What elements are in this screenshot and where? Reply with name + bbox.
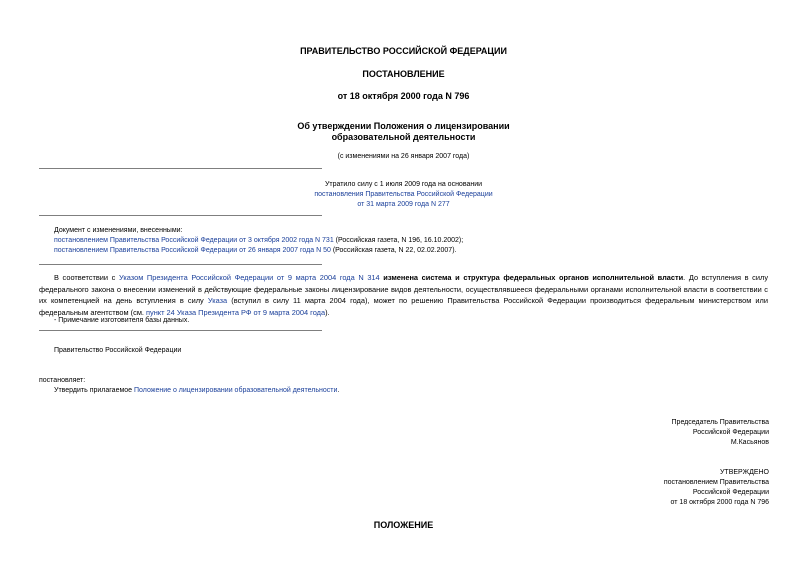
document-title-line2: образовательной деятельности xyxy=(331,132,476,142)
divider xyxy=(39,330,322,331)
divider xyxy=(39,215,322,216)
regulation-heading: ПОЛОЖЕНИЕ xyxy=(373,520,434,530)
government-subject: Правительство Российской Федерации xyxy=(54,347,182,354)
presidential-decree-link[interactable]: Указом Президента Российской Федерации от 9 марта 2004 года N 314 xyxy=(119,273,380,282)
document-type: ПОСТАНОВЛЕНИЕ xyxy=(362,69,445,79)
amendment-note: (с изменениями на 26 января 2007 года) xyxy=(337,153,470,160)
regulation-link[interactable]: Положение о лицензировании образовательной деятельности xyxy=(134,387,338,394)
decree-link[interactable]: Указа xyxy=(207,296,228,305)
changes-intro: Документ с изменениями, внесенными: xyxy=(54,227,183,234)
government-heading: ПРАВИТЕЛЬСТВО РОССИЙСКОЙ ФЕДЕРАЦИИ xyxy=(300,46,507,56)
expired-notice xyxy=(0,180,807,210)
change-decree-link-1[interactable]: постановлением Правительства Российской Федерации от 3 октября 2002 года N 731 xyxy=(54,237,334,244)
database-note-paragraph: В соответствии с Указом Президента Российской Федерации от 9 марта 2004 года N 314 изменена система и структура федеральных органов исполнительной власти. До вступления в силу федерального закона о внесении изменений в действующие федеральные законы лицензирование видов деятельности, осуществлявшееся федеральными органами исполнительной власти в соответствии с их компетенцией на день вступления в силу Указа (вступил в силу 11 марта 2004 года), может по решению Правительства Российской Федерации производиться федеральным министерством или федеральным агентством (см. пункт 24 Указа Президента РФ от 9 марта 2004 года). xyxy=(39,273,769,317)
change-item: постановлением Правительства Российской Федерации от 3 октября 2002 года N 731 (Российская газета, N 196, 16.10.2002); xyxy=(54,237,464,244)
document-title-line1: Об утверждении Положения о лицензировании xyxy=(297,121,510,131)
approve-clause: Утвердить прилагаемое Положение о лицензировании образовательной деятельности. xyxy=(54,387,340,394)
database-note-signoff: - Примечание изготовителя базы данных. xyxy=(54,317,190,324)
change-decree-link-2[interactable]: постановлением Правительства Российской Федерации от 26 января 2007 года N 50 xyxy=(54,247,331,254)
expiry-decree-link[interactable]: постановления Правительства Российской Федерации xyxy=(314,191,493,198)
approval-block: УТВЕРЖДЕНО постановлением Правительства Российской Федерации от 18 октября 2000 года N 796 xyxy=(663,469,769,506)
changes-block xyxy=(54,226,774,256)
signature-block: Председатель Правительства Российской Федерации М.Касьянов xyxy=(671,419,769,446)
expiry-decree-date-link[interactable]: от 31 марта 2009 года N 277 xyxy=(357,201,450,208)
document-date-number: от 18 октября 2000 года N 796 xyxy=(337,91,470,101)
resolves-text: постановляет: xyxy=(39,377,86,384)
divider xyxy=(39,168,322,169)
decree-clause-link[interactable]: пункт 24 Указа Президента РФ от 9 марта 2004 года xyxy=(146,307,326,317)
expired-line1: Утратило силу с 1 июля 2009 года на основании xyxy=(324,181,483,188)
change-item: постановлением Правительства Российской Федерации от 26 января 2007 года N 50 (Российская газета, N 22, 02.02.2007). xyxy=(54,247,457,254)
divider xyxy=(39,264,322,265)
